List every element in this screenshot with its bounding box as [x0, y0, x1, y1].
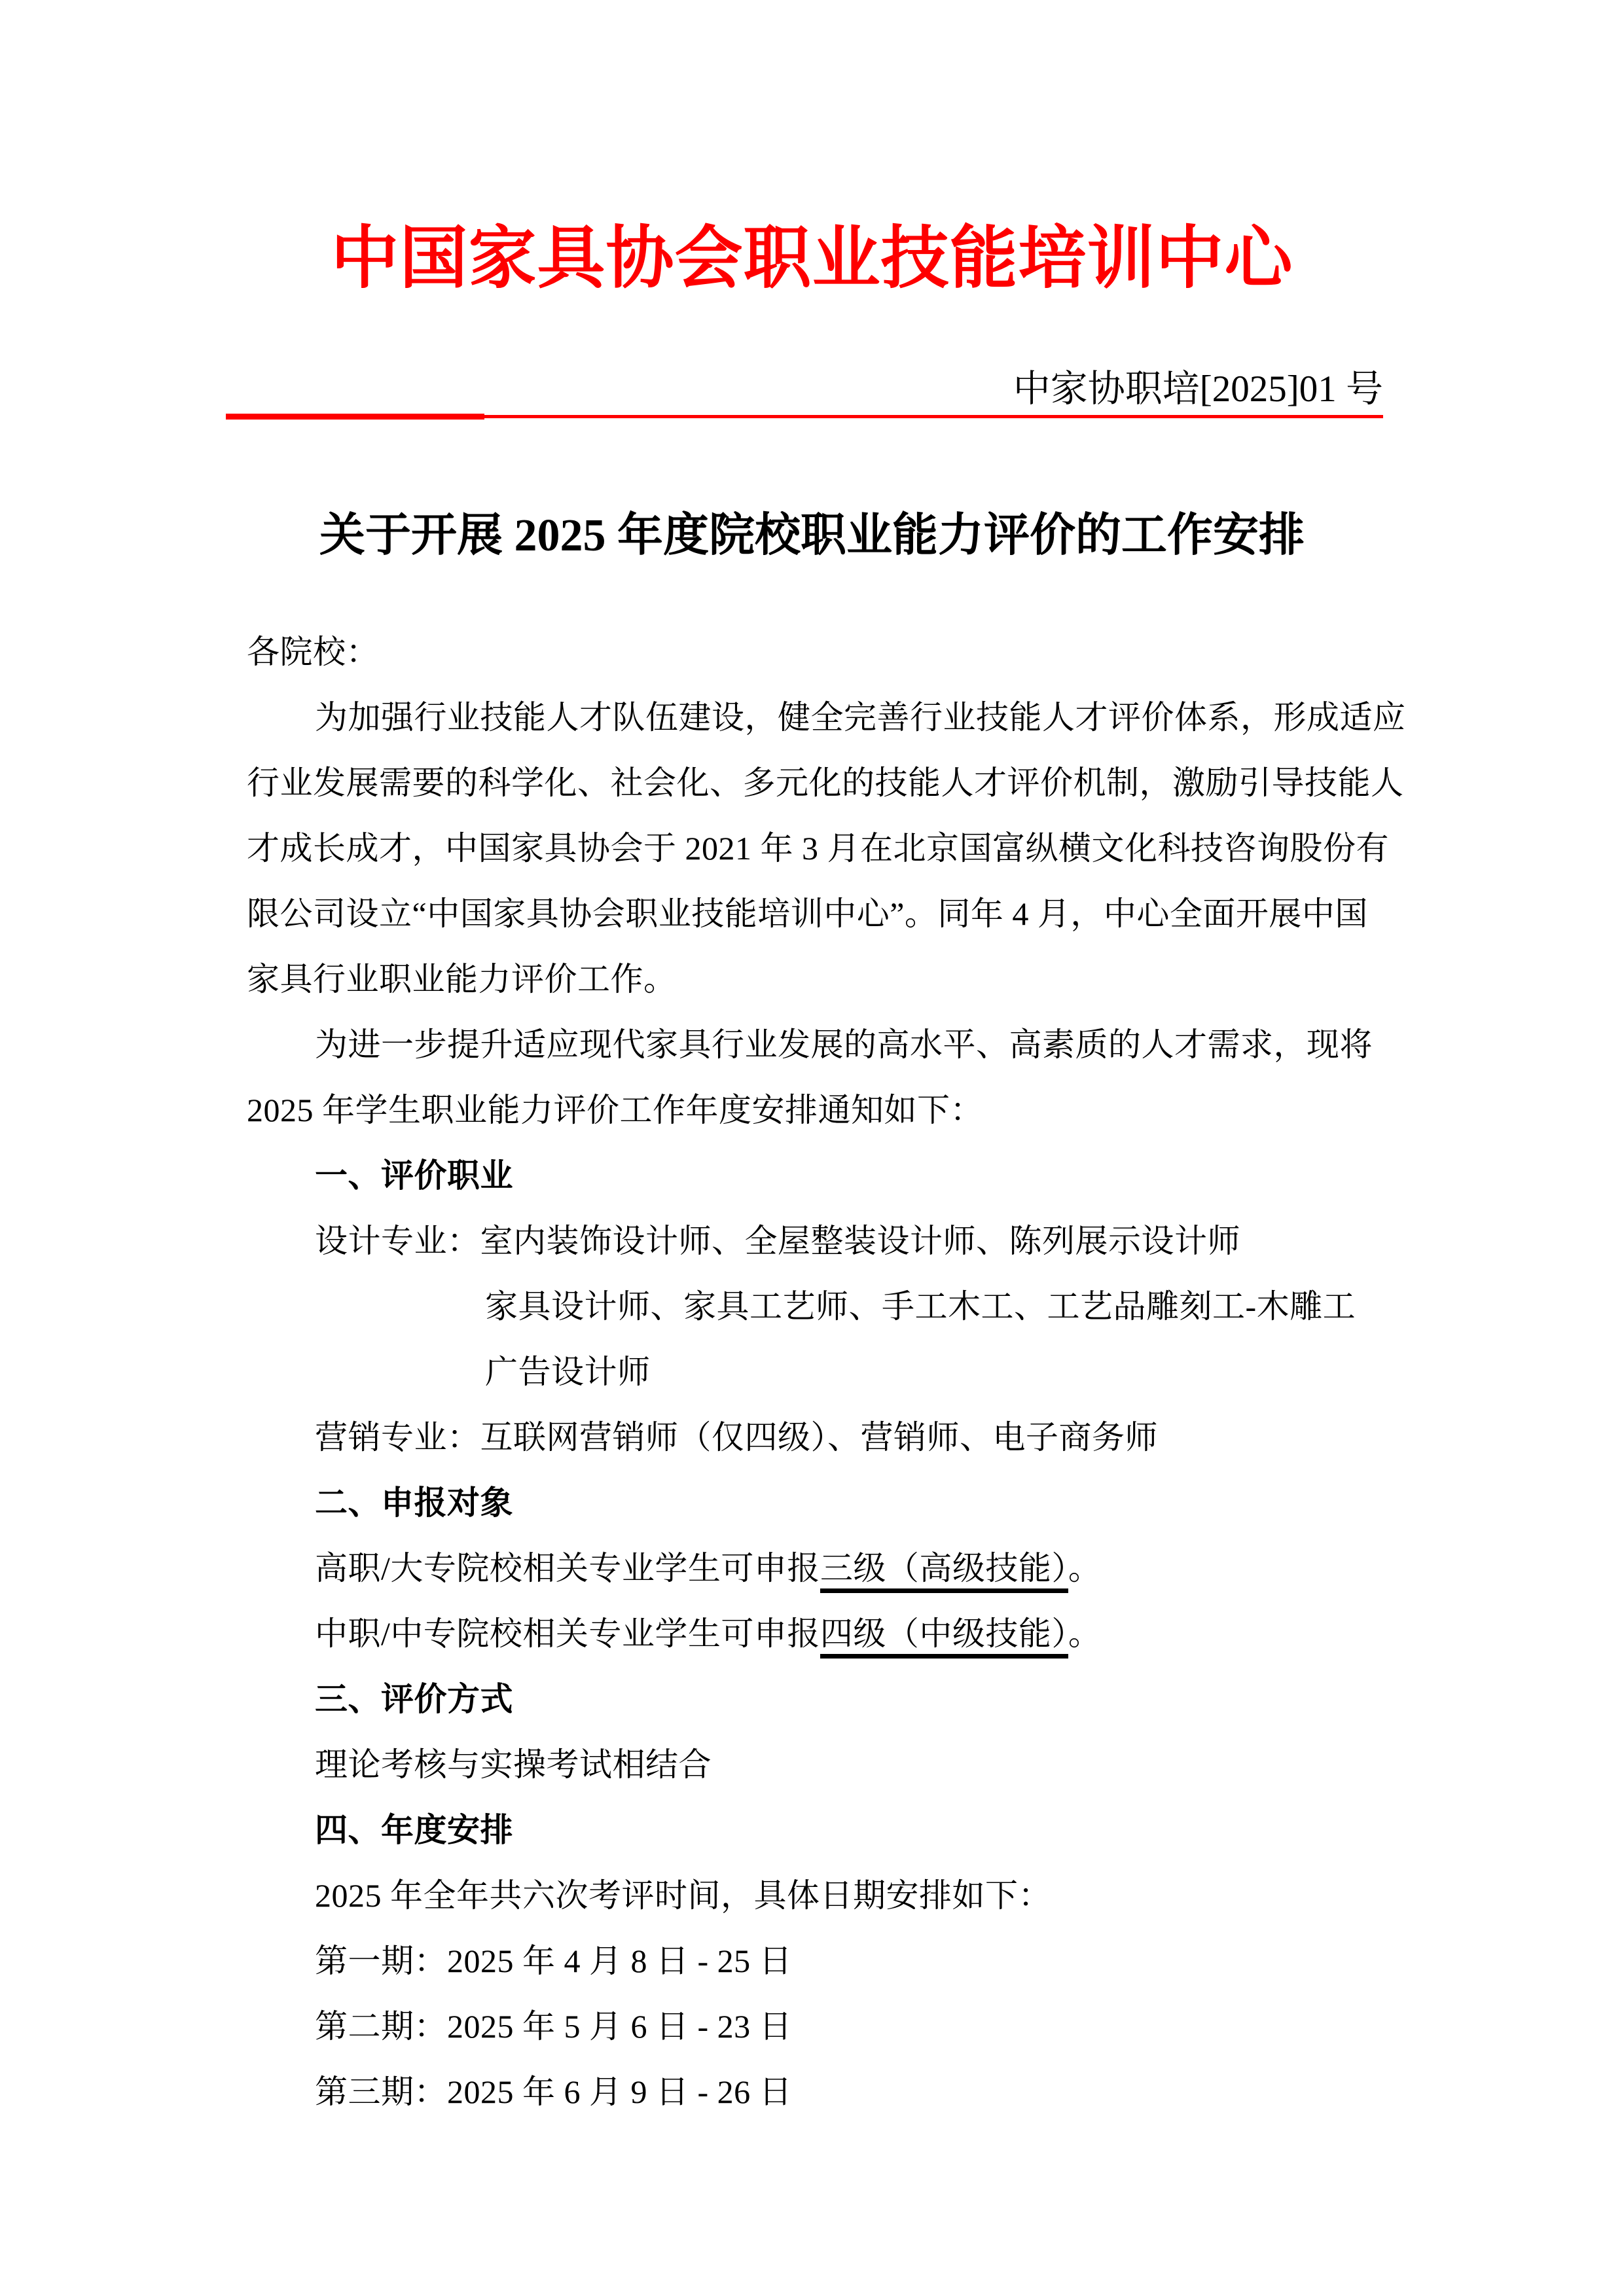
text-segment: 才成长成才，中国家具协会于 2021 年 3 月在北京国富纵横文化科技咨询股份有: [247, 830, 1389, 867]
text-segment: 2025 年学生职业能力评价工作年度安排通知如下：: [247, 1092, 983, 1128]
body-line: [315, 2072, 792, 2112]
letterhead-title: 中国家具协会职业技能培训中心: [331, 221, 1293, 296]
body-line: [315, 1875, 1051, 1916]
body-line: [315, 697, 1406, 738]
text-segment: 限公司设立“中国家具协会职业技能培训中心”。同年 4 月，中心全面开展中国: [247, 895, 1368, 932]
section-heading: [315, 1810, 513, 1850]
body-line: [485, 1286, 1356, 1327]
body-line: [315, 2006, 792, 2047]
body-line: [247, 959, 677, 999]
document-title: 关于开展 2025 年度院校职业能力评价的工作安排: [319, 511, 1305, 561]
text-segment: 。: [1068, 1550, 1102, 1587]
body-line: [247, 893, 1368, 934]
body-line: [247, 632, 379, 672]
body-line: [315, 1613, 1101, 1654]
text-segment: 第二期：2025 年 5 月 6 日 - 23 日: [315, 2008, 793, 2045]
text-segment: 第三期：2025 年 6 月 9 日 - 26 日: [315, 2073, 793, 2110]
text-segment: 广告设计师: [485, 1354, 651, 1390]
text-segment: 。: [1068, 1615, 1102, 1652]
text-segment: 高职/大专院校相关专业学生可申报: [315, 1550, 820, 1587]
body-line: [247, 762, 1404, 803]
body-line: [247, 828, 1389, 869]
text-segment: 一、评价职业: [315, 1157, 513, 1194]
section-heading: [315, 1679, 513, 1719]
text-segment: 设计专业：室内装饰设计师、全屋整装设计师、陈列展示设计师: [315, 1223, 1240, 1259]
underlined-text: 四级（中级技能）: [820, 1615, 1068, 1659]
body-line: [315, 1221, 1240, 1261]
section-heading: [315, 1482, 513, 1523]
body-line: [315, 1024, 1373, 1065]
document-number: 中家协职培[2025]01 号: [1013, 368, 1383, 410]
text-segment: 家具行业职业能力评价工作。: [247, 961, 677, 997]
document-body: [247, 632, 1406, 2202]
body-line: [315, 1417, 1158, 1458]
text-segment: 营销专业：互联网营销师（仅四级）、营销师、电子商务师: [315, 1419, 1158, 1456]
text-segment: 各院校：: [247, 634, 379, 670]
text-segment: 三、评价方式: [315, 1681, 513, 1717]
underlined-text: 三级（高级技能）: [820, 1550, 1068, 1593]
red-divider-line: [226, 415, 1383, 418]
text-segment: 为加强行业技能人才队伍建设，健全完善行业技能人才评价体系，形成适应: [315, 699, 1406, 736]
body-line: [315, 1941, 792, 1981]
section-heading: [315, 1155, 513, 1196]
red-divider-left-segment: [226, 414, 484, 420]
text-segment: 四、年度安排: [315, 1812, 513, 1848]
text-segment: 为进一步提升适应现代家具行业发展的高水平、高素质的人才需求，现将: [315, 1026, 1373, 1063]
text-segment: 二、申报对象: [315, 1484, 513, 1521]
text-segment: 中职/中专院校相关专业学生可申报: [315, 1615, 820, 1652]
text-segment: 家具设计师、家具工艺师、手工木工、工艺品雕刻工-木雕工: [485, 1288, 1356, 1325]
body-line: [315, 1548, 1101, 1588]
text-segment: 第一期：2025 年 4 月 8 日 - 25 日: [315, 1943, 793, 1979]
body-line: [485, 1352, 651, 1392]
body-line: [247, 1090, 983, 1130]
text-segment: 理论考核与实操考试相结合: [315, 1746, 712, 1783]
body-line: [315, 1744, 712, 1785]
text-segment: 行业发展需要的科学化、社会化、多元化的技能人才评价机制，激励引导技能人: [247, 764, 1404, 801]
text-segment: 2025 年全年共六次考评时间，具体日期安排如下：: [315, 1877, 1051, 1914]
